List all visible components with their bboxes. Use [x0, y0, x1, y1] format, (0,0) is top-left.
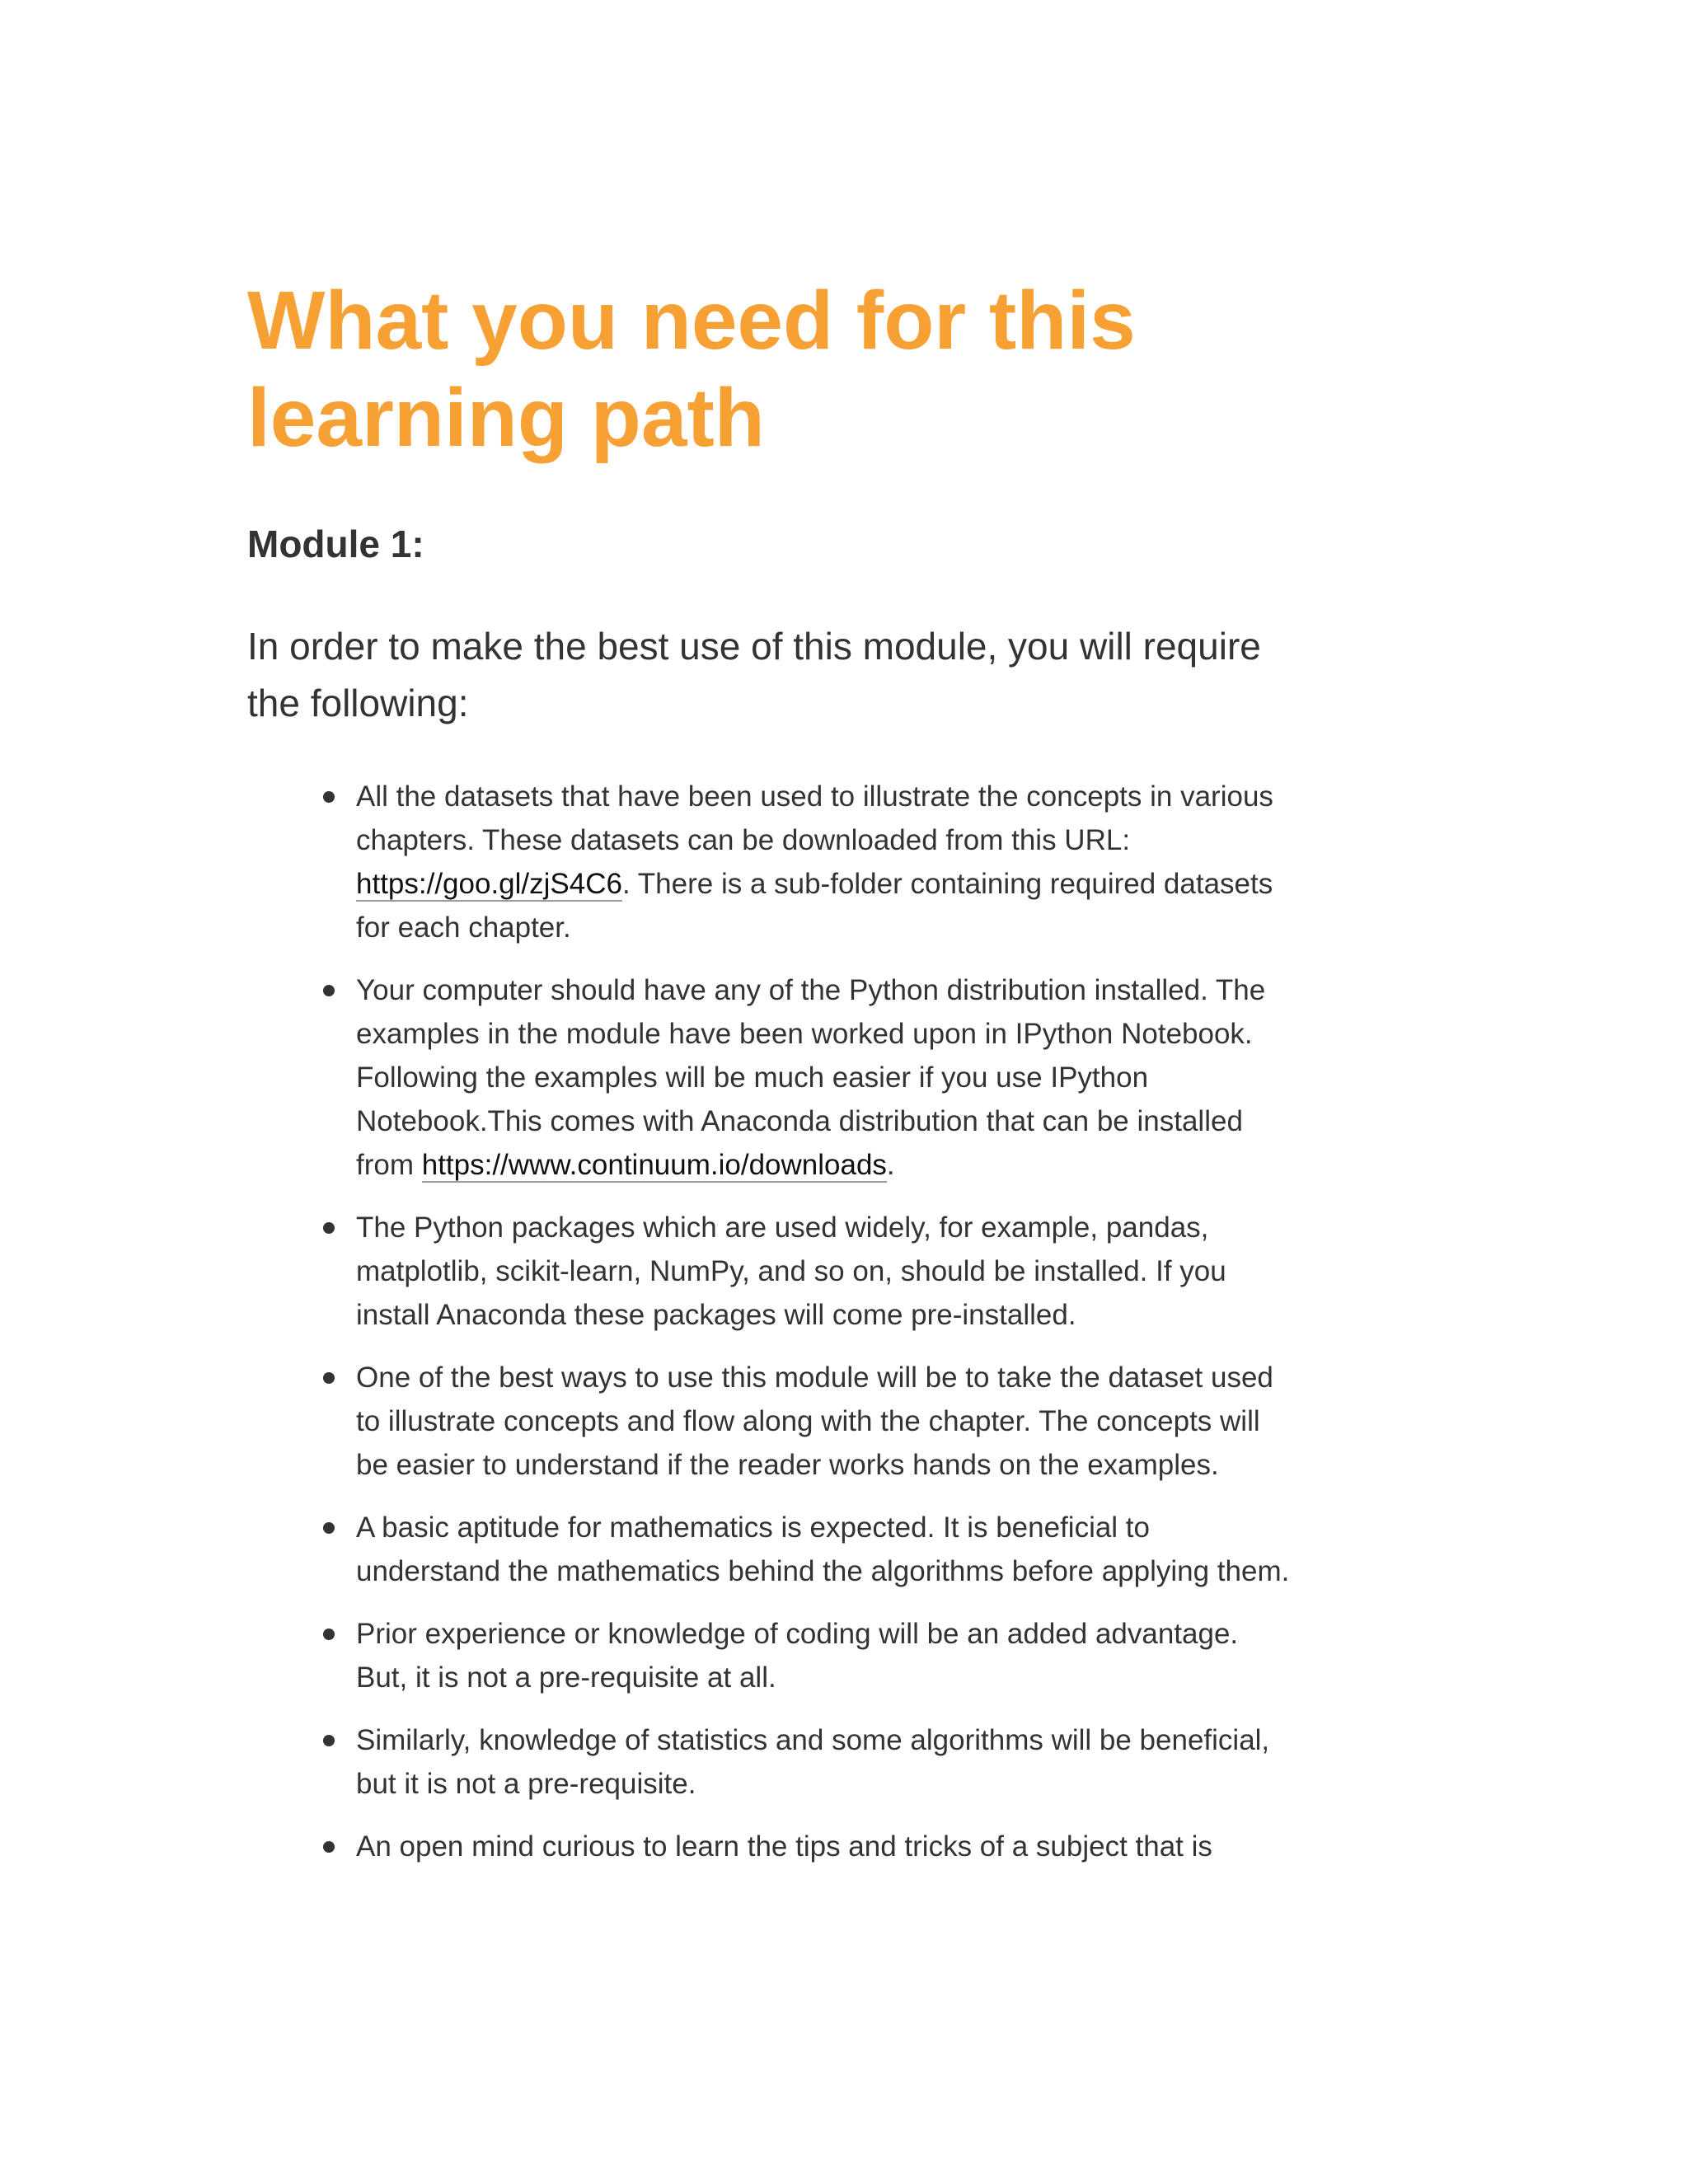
list-item-text: Your computer should have any of the Python distribution installed. The examples in the module have been worked upon in IPython Notebook. Following the examples will be much easier if you use IPython Notebook.This comes with Anaconda distribution that can be installed from [356, 974, 1266, 1181]
list-item-text: One of the best ways to use this module will be to take the dataset used to illustrate concepts and flow along with the chapter. The concepts will be easier to understand if the reader works hands on the examples. [356, 1361, 1273, 1481]
list-item-text: . [886, 1149, 895, 1181]
list-item-text: An open mind curious to learn the tips and tricks of a subject that is [356, 1830, 1212, 1863]
list-item-text: . There is a sub-folder containing required datasets for each chapter. [356, 868, 1273, 944]
bullet-icon [323, 1629, 335, 1640]
requirements-list [247, 775, 1296, 1868]
bullet-icon [323, 1372, 335, 1384]
bullet-icon [323, 1841, 335, 1853]
list-item [356, 775, 1296, 949]
list-item [356, 1206, 1296, 1337]
bullet-icon [323, 1522, 335, 1534]
list-item-text: A basic aptitude for mathematics is expected. It is beneficial to understand the mathematics behind the algorithms before applying them. [356, 1511, 1290, 1587]
list-item [356, 1718, 1296, 1806]
datasets-link[interactable]: https://goo.gl/zjS4C6 [356, 868, 622, 900]
anaconda-download-link[interactable]: https://www.continuum.io/downloads [421, 1149, 887, 1181]
module-heading: Module 1: [247, 523, 424, 565]
list-item [356, 1612, 1296, 1699]
list-item-text: Prior experience or knowledge of coding will be an added advantage. But, it is not a pre-requisite at all. [356, 1618, 1239, 1694]
list-item-text: Similarly, knowledge of statistics and some algorithms will be beneficial, but it is not a pre-requisite. [356, 1724, 1270, 1800]
list-item-text: The Python packages which are used widely, for example, pandas, matplotlib, scikit-learn, NumPy, and so on, should be installed. If you install Anaconda these packages will come pre-installed. [356, 1212, 1226, 1331]
bullet-icon [323, 1222, 335, 1234]
bullet-icon [323, 1735, 335, 1746]
intro-paragraph: In order to make the best use of this module, you will require the following: [247, 625, 1261, 724]
list-item-text: All the datasets that have been used to illustrate the concepts in various chapters. These datasets can be downloaded from this URL: [356, 780, 1273, 856]
page-content [247, 272, 1290, 1887]
bullet-icon [323, 985, 335, 996]
list-item [356, 1825, 1296, 1868]
list-item [356, 1506, 1296, 1593]
page-title: What you need for this learning path [247, 274, 1136, 464]
list-item [356, 968, 1296, 1187]
list-item [356, 1356, 1296, 1487]
bullet-icon [323, 791, 335, 803]
